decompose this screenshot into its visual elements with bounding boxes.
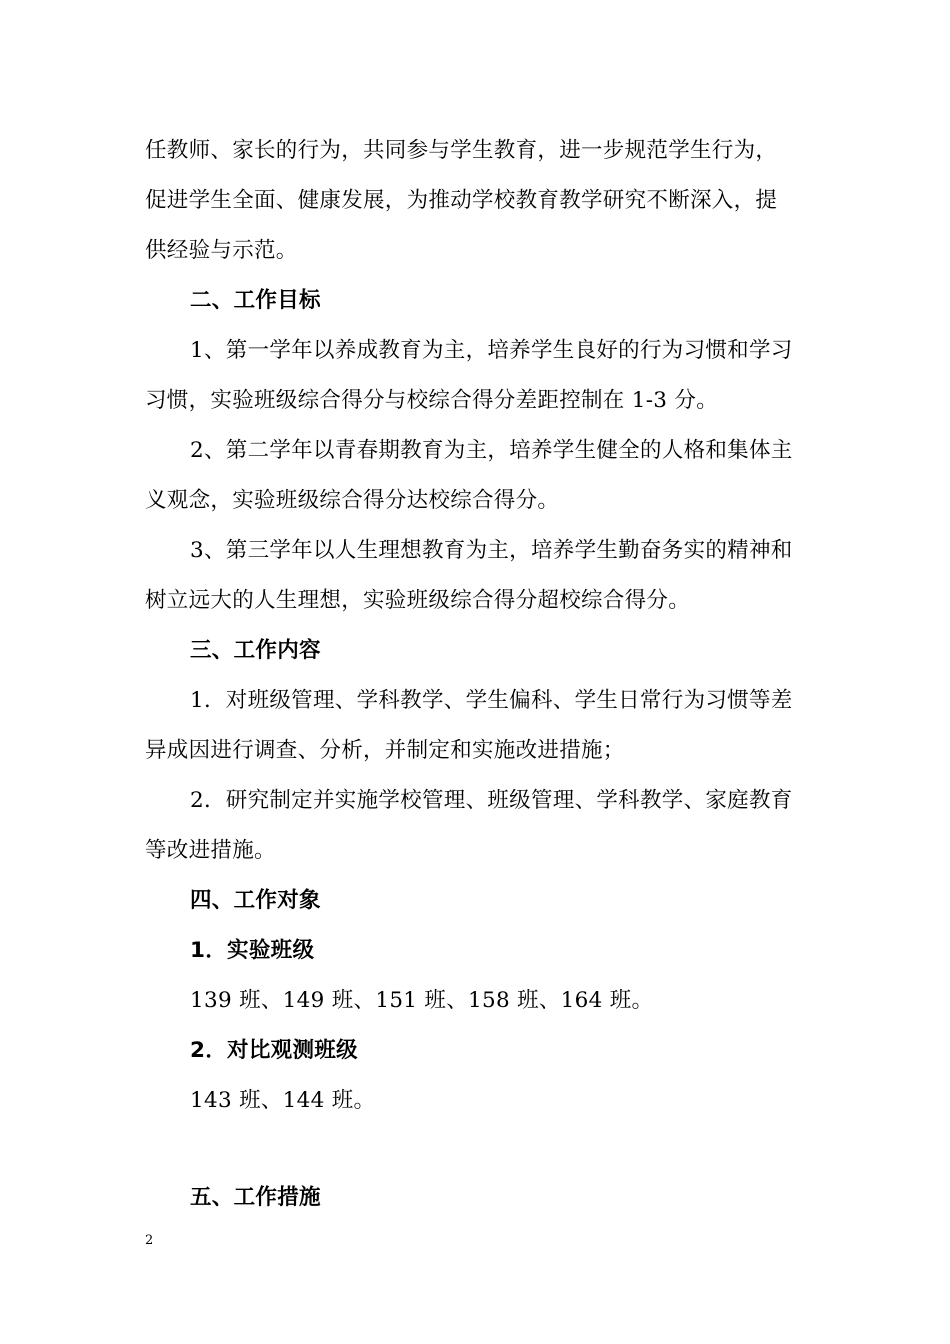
body-text-line: 异成因进行调查、分析，并制定和实施改进措施；	[145, 738, 625, 763]
body-text-line: 143 班、144 班。	[190, 1088, 376, 1113]
section-heading: 二、工作目标	[190, 288, 321, 313]
body-text-line: 树立远大的人生理想，实验班级综合得分超校综合得分。	[145, 588, 691, 613]
body-text-line: 义观念，实验班级综合得分达校综合得分。	[145, 488, 560, 513]
body-text-line: 2、第二学年以青春期教育为主，培养学生健全的人格和集体主	[190, 438, 793, 463]
body-text-line: 等改进措施。	[145, 838, 276, 863]
body-text-line: 任教师、家长的行为，共同参与学生教育，进一步规范学生行为，	[145, 138, 778, 163]
body-text-line: 3、第三学年以人生理想教育为主，培养学生勤奋务实的精神和	[190, 538, 793, 563]
body-text-line: 供经验与示范。	[145, 238, 298, 263]
section-heading: 三、工作内容	[190, 638, 321, 663]
body-text-line: 习惯，实验班级综合得分与校综合得分差距控制在 1-3 分。	[145, 388, 718, 413]
body-text-line: 1、第一学年以养成教育为主，培养学生良好的行为习惯和学习	[190, 338, 793, 363]
section-heading: 五、工作措施	[190, 1185, 321, 1210]
page-number: 2	[145, 1233, 154, 1248]
section-heading: 四、工作对象	[190, 888, 321, 913]
body-text-line: 2．研究制定并实施学校管理、班级管理、学科教学、家庭教育	[190, 788, 793, 813]
subsection-heading: 1．实验班级	[190, 938, 315, 963]
subsection-heading: 2．对比观测班级	[190, 1038, 358, 1063]
body-text-line: 1．对班级管理、学科教学、学生偏科、学生日常行为习惯等差	[190, 688, 793, 713]
body-text-line: 139 班、149 班、151 班、158 班、164 班。	[190, 988, 654, 1013]
body-text-line: 促进学生全面、健康发展，为推动学校教育教学研究不断深入，提	[145, 188, 778, 213]
